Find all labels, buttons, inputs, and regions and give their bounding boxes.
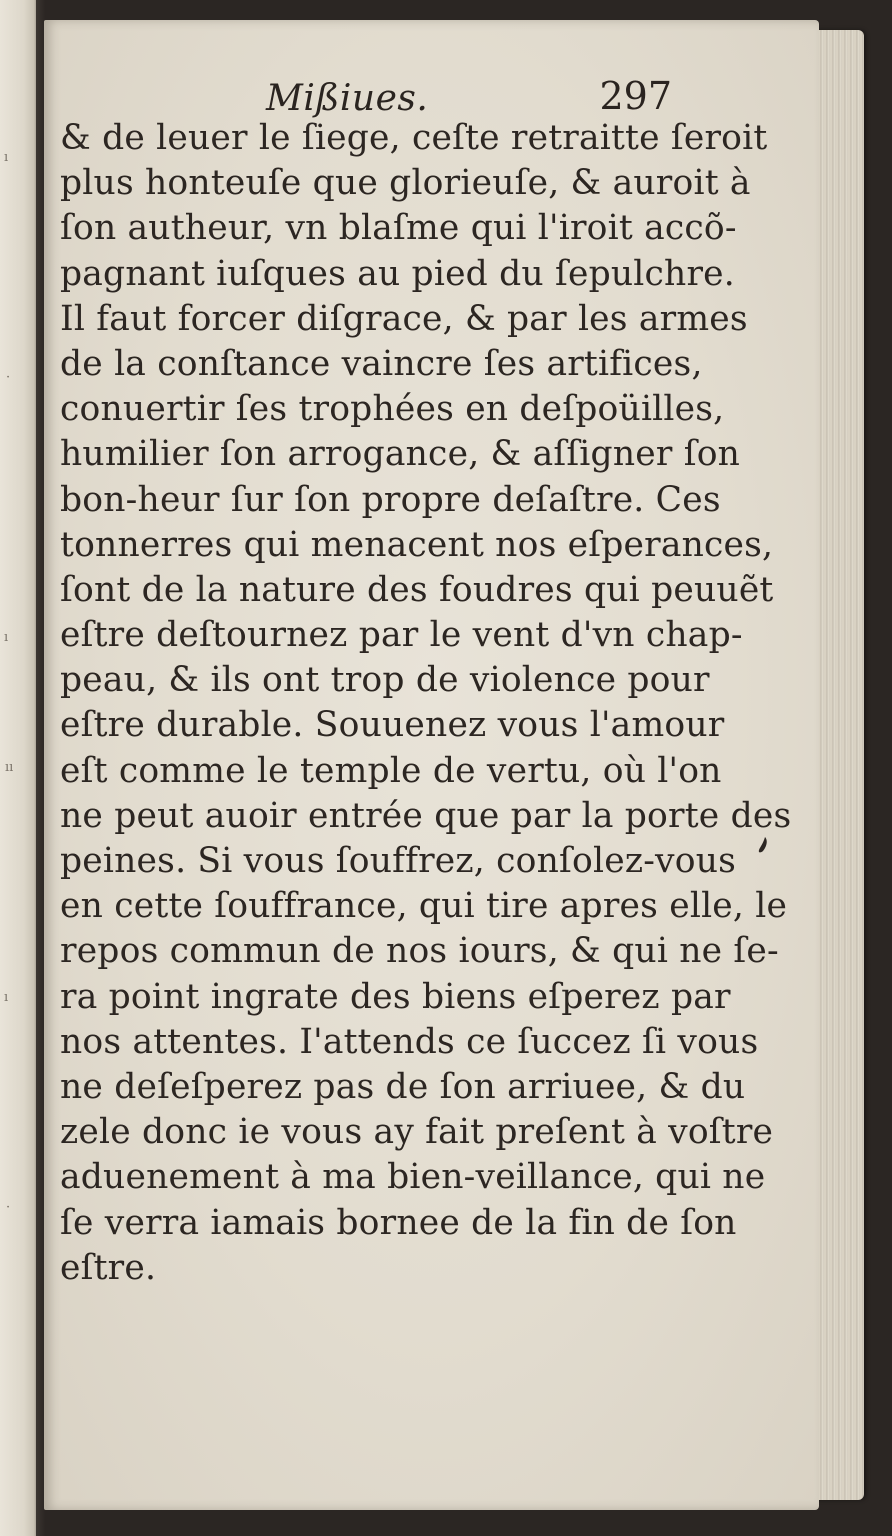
text-line: conuertir ſes trophées en deſpoüilles, [60,389,725,430]
text-line: ſe verra iamais bornee de la fin de ſon [60,1202,737,1243]
text-line: pagnant iuſques au pied du ſepulchre. [60,253,735,294]
page-number: 297 [599,74,672,118]
text-line: ſont de la nature des foudres qui peuuẽt [60,569,774,610]
text-line: eſt comme le temple de vertu, où l'on [60,750,722,791]
text-line: ra point ingrate des biens eſperez par [60,976,731,1017]
bleed-mark: ı [4,150,9,165]
text-line: en cette ſouffrance, qui tire apres elle, le [60,886,788,927]
running-head [60,72,680,122]
text-line: zele donc ie vous ay fait preſent à voſtre [60,1112,774,1153]
text-line: nos attentes. I'attends ce ſuccez ſi vous [60,1021,759,1062]
text-line: peau, & ils ont trop de violence pour [60,660,710,701]
text-line: ſon autheur, vn blaſme qui l'iroit accõ- [60,208,737,249]
text-line: tonnerres qui menacent nos eſperances, [60,524,774,565]
ink-blot-mark [757,836,769,854]
text-line: eſtre durable. Souuenez vous l'amour [60,705,725,746]
bleed-mark: ı [4,990,9,1005]
bleed-mark: · [6,1200,11,1215]
facing-page-bleed-marks [0,0,40,1536]
text-line: bon-heur ſur ſon propre deſaſtre. Ces [60,479,721,520]
page-edges [812,30,864,1500]
text-line: eſtre. [60,1247,157,1288]
body-text [60,116,792,1291]
text-line: plus honteuſe que glorieuſe, & auroit à [60,163,751,204]
running-head-title: Mißiues. [266,78,429,119]
bleed-mark: · [6,370,11,385]
bleed-mark: ı [4,630,9,645]
text-line: humilier ſon arrogance, & aſſigner ſon [60,434,741,475]
text-line: eſtre deſtournez par le vent d'vn chap- [60,615,743,656]
text-line: ne deſeſperez pas de ſon arriuee, & du [60,1066,746,1107]
text-line: peines. Si vous ſouffrez, conſolez-vous [60,841,737,881]
text-line: Il faut forcer diſgrace, & par les armes [60,298,748,339]
text-line: aduenement à ma bien-veillance, qui ne [60,1157,766,1198]
text-line: de la conſtance vaincre ſes artifices, [60,343,703,384]
text-line: & de leuer le ſiege, ceſte retraitte ſeroit [60,118,768,158]
text-line: ne peut auoir entrée que par la porte des [60,795,792,836]
bleed-mark: ıı [5,760,14,775]
text-line: repos commun de nos iours, & qui ne ſe- [60,931,779,972]
